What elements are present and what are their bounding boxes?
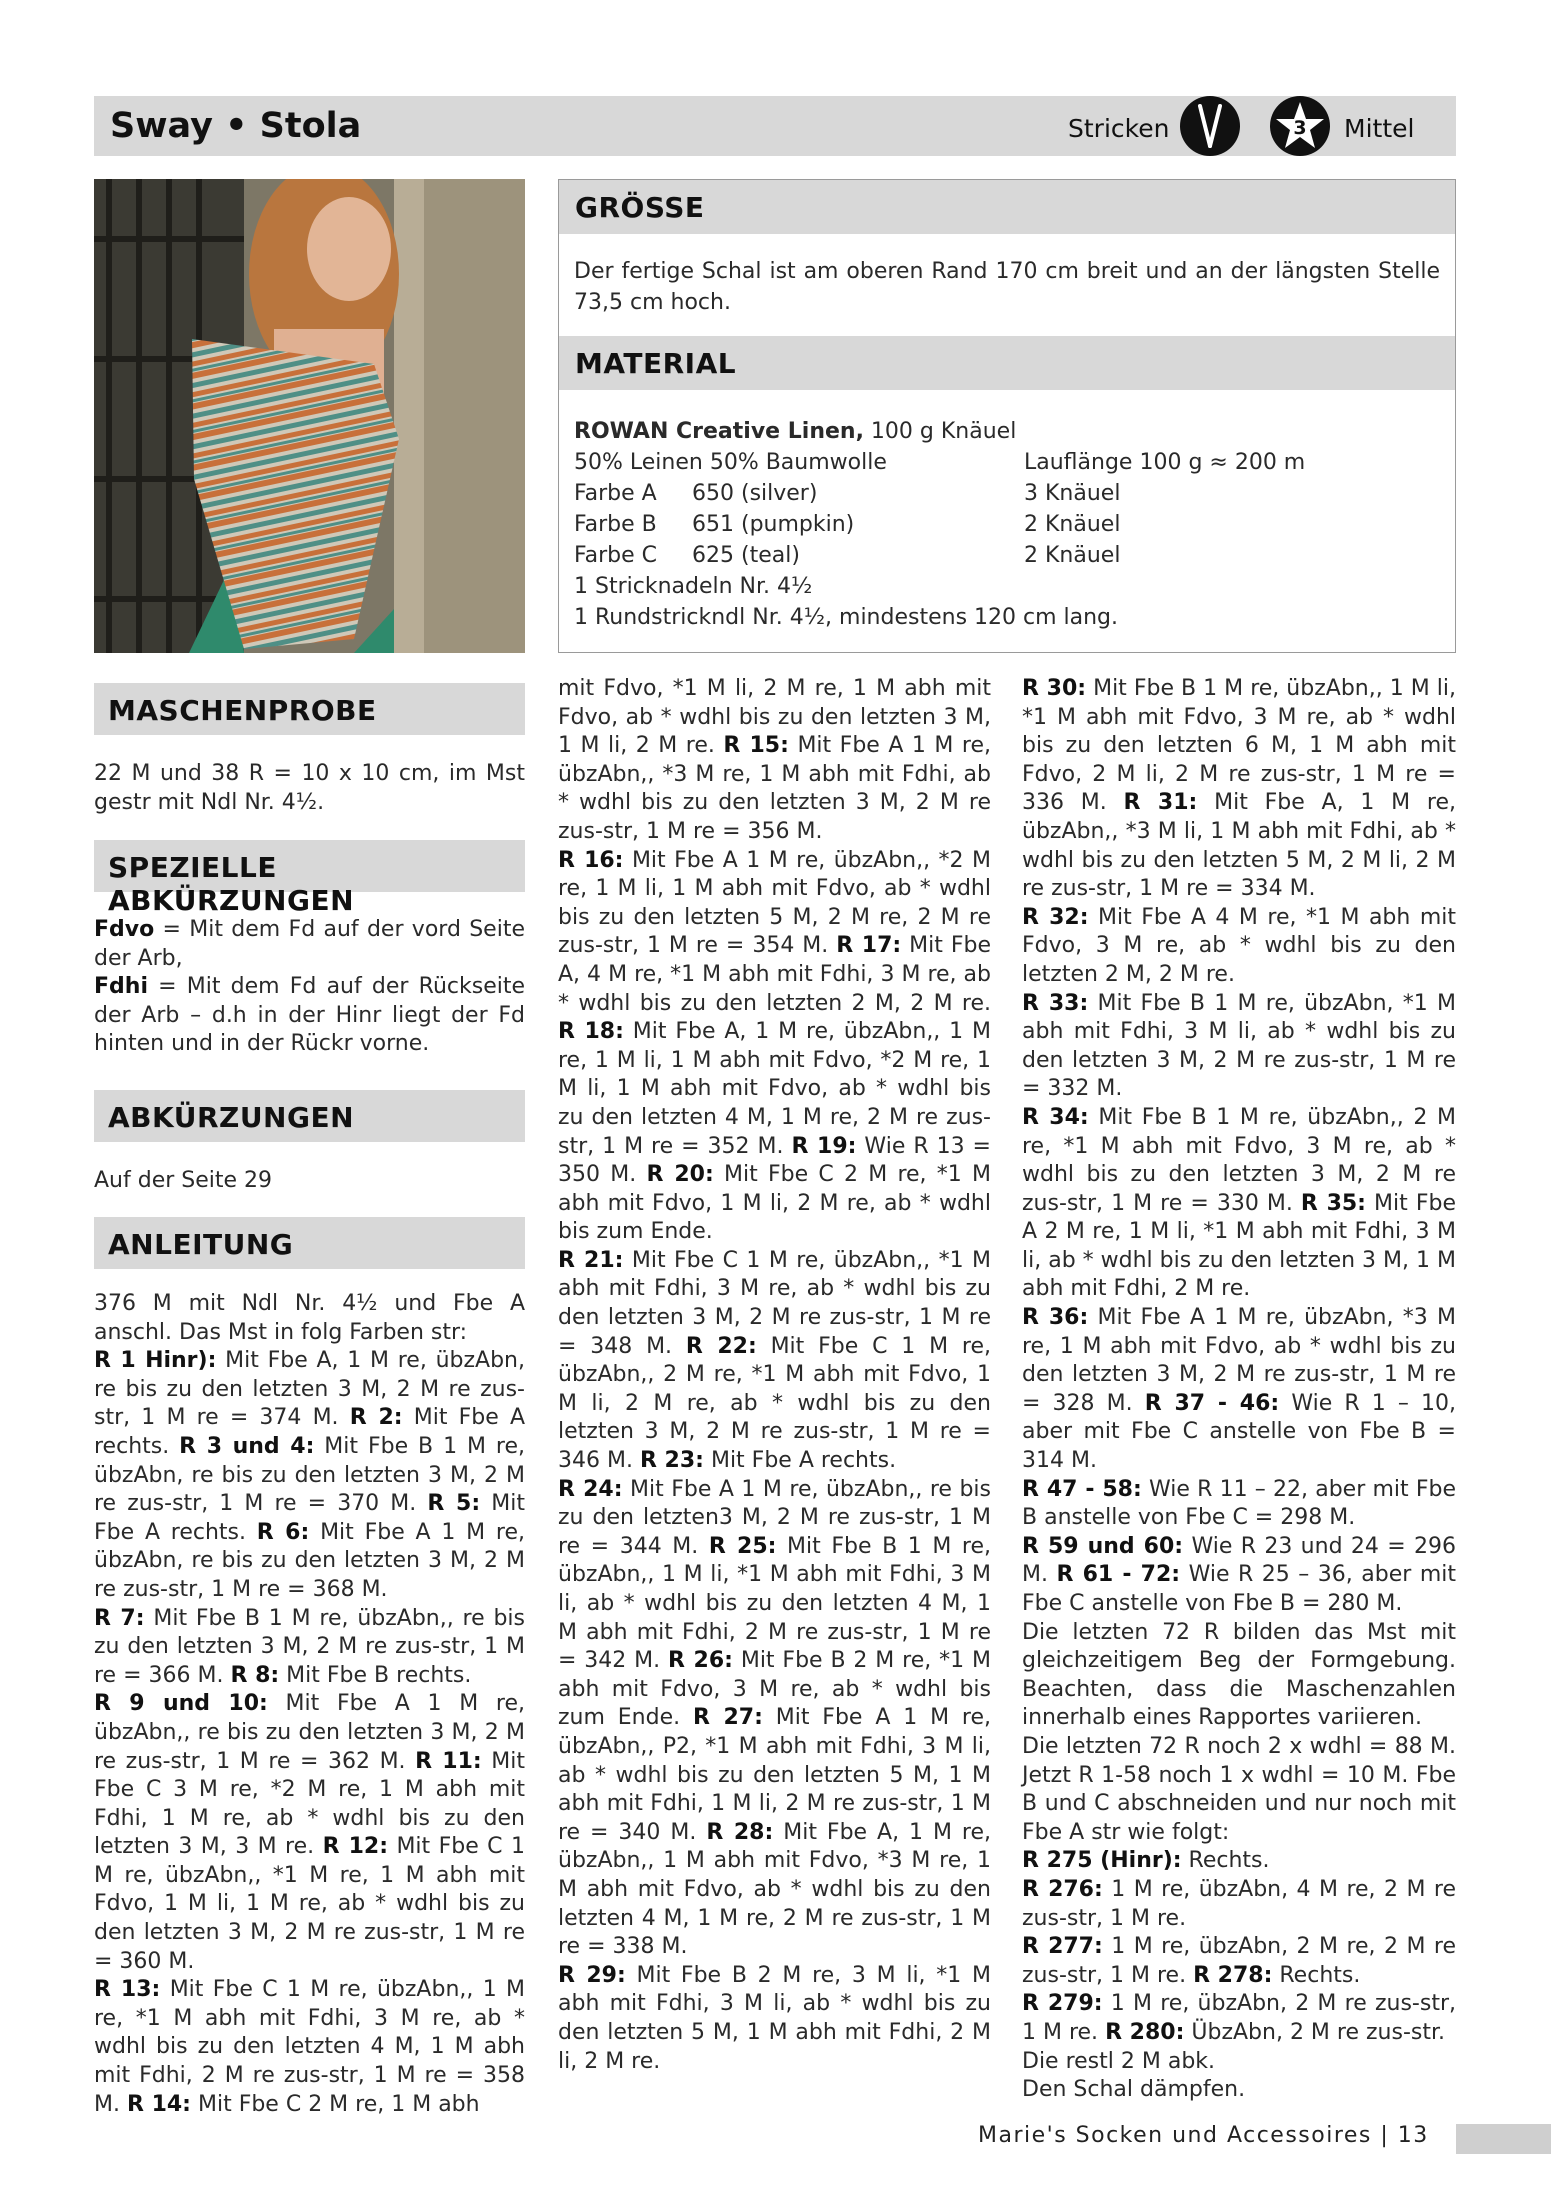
size-text: Der fertige Schal ist am oberen Rand 170 cm breit und an der längsten Stelle 73,5 cm hoch. bbox=[574, 259, 1440, 315]
instruction-text: 376 M mit Ndl Nr. 4½ und Fbe A anschl. Das Mst in folg Farben str: bbox=[94, 1291, 525, 1345]
row-label: R 61 - 72: bbox=[1056, 1562, 1181, 1588]
instruction-text: 1 M re, übzAbn, 2 M re zus-str, 1 M re. bbox=[1022, 1991, 1456, 2045]
row-label: R 6: bbox=[256, 1519, 310, 1545]
instruction-text: Wie R 13 = 350 M. bbox=[558, 1133, 991, 1188]
product-photo bbox=[94, 179, 525, 653]
gauge-heading-band bbox=[94, 683, 525, 735]
row-label: R 12: bbox=[322, 1834, 389, 1860]
instruction-paragraph bbox=[1022, 1847, 1456, 1876]
gauge-text-block bbox=[94, 760, 525, 817]
instruction-text: Mit Fbe A 2 M re, 1 M li, *1 M abh mit Fdhi, 3 M li, ab * wdhl bis zu den letzten 3 M, 1 M abh mit Fdhi, 2 M re. bbox=[1022, 1190, 1456, 1302]
row-label: R 279: bbox=[1022, 1991, 1103, 2017]
instruction-text: Mit Fbe A, 1 M re, übzAbn,, 1 M re, 1 M li, 1 M abh mit Fdvo, *2 M re, 1 M li, 1 M abh mit Fdvo, ab * wdhl bis zu den letzten 4 M, 1 M re, 2 M re zus-str, 1 M re = 352 M. bbox=[558, 1019, 991, 1159]
instruction-paragraph bbox=[94, 1690, 525, 1976]
fdhi-definition bbox=[94, 973, 525, 1059]
special-abbr-heading-band bbox=[94, 840, 525, 917]
needles-line: 1 Rundstrickndl Nr. 4½, mindestens 120 cm lang. bbox=[574, 605, 1119, 630]
instructions-heading-band bbox=[94, 1217, 525, 1269]
instruction-paragraph bbox=[1022, 1733, 1456, 1847]
instruction-paragraph bbox=[94, 1976, 525, 2119]
row-label: R 35: bbox=[1300, 1190, 1366, 1216]
abbr-heading-band bbox=[94, 1090, 525, 1142]
instruction-text: Mit Fbe B rechts. bbox=[279, 1662, 472, 1688]
color-code: 625 (teal) bbox=[692, 543, 800, 568]
gauge-heading: MASCHENPROBE bbox=[108, 694, 377, 727]
row-label: R 278: bbox=[1193, 1962, 1273, 1988]
instruction-text: Mit Fbe C 2 M re, *1 M abh mit Fdvo, 1 M li, 2 M re, ab * wdhl bis zum Ende. bbox=[558, 1162, 992, 1245]
instruction-paragraph bbox=[558, 675, 991, 847]
instruction-paragraph bbox=[1022, 1104, 1456, 1304]
instruction-text: Mit Fbe B 1 M re, übzAbn,, 1 M li, *1 M abh mit Fdvo, 3 M re, ab * wdhl bis zu den letzten 6 M, 1 M abh mit Fdvo, 2 M li, 2 M re zus-str, 1 M re = 336 M. bbox=[1022, 676, 1456, 816]
gauge-text: 22 M und 38 R = 10 x 10 cm, im Mst gestr mit Ndl Nr. 4½. bbox=[94, 761, 525, 815]
instructions-column-3 bbox=[1022, 675, 1456, 2105]
instruction-text: Mit Fbe A 1 M re, übzAbn,, re bis zu den letzten3 M, 2 M re zus-str, 1 M re = 344 M. bbox=[558, 1476, 991, 1559]
instruction-text: Mit Fbe A 1 M re, übzAbn, *3 M re, 1 M abh mit Fdvo, ab * wdhl bis zu den letzten 3 M, 2 M re zus-str, 1 M re = 328 M. bbox=[1022, 1305, 1456, 1416]
instruction-text: Mit Fbe A, 1 M re, übzAbn,, *3 M li, 1 M abh mit Fdhi, ab * wdhl bis zu den letzten 5 M, 2 M li, 2 M re zus-str, 1 M re = 334 M. bbox=[1022, 790, 1457, 902]
instruction-paragraph bbox=[1022, 990, 1456, 1104]
row-label: R 275 (Hinr): bbox=[1022, 1848, 1182, 1874]
row-label: R 28: bbox=[706, 1819, 774, 1845]
row-label: R 34: bbox=[1022, 1104, 1089, 1130]
row-label: R 21: bbox=[558, 1247, 624, 1273]
color-qty: 2 Knäuel bbox=[1024, 512, 1121, 537]
instruction-text: 1 M re, übzAbn, 4 M re, 2 M re zus-str, 1 M re. bbox=[1022, 1876, 1456, 1931]
row-label: R 15: bbox=[723, 733, 789, 759]
instruction-text: Die restl 2 M abk. bbox=[1022, 2048, 1216, 2074]
instruction-text: Mit Fbe B 1 M re, übzAbn,, 1 M li, *1 M abh mit Fdhi, 3 M li, ab * wdhl bis zu den letzten 4 M, 1 M abh mit Fdhi, 2 M re zus-str, 1 M re = 342 M. bbox=[558, 1533, 992, 1674]
row-label: R 29: bbox=[558, 1962, 626, 1988]
difficulty-star-icon bbox=[1270, 96, 1330, 156]
fdvo-def: = Mit dem Fd auf der vord Seite der Arb, bbox=[94, 917, 525, 971]
knitting-needles-icon bbox=[1180, 96, 1240, 156]
fdhi-def: = Mit dem Fd auf der Rückseite der Arb – d.h in der Hinr liegt der Fd hinten und in der Rückr vorne. bbox=[94, 974, 525, 1057]
instruction-paragraph bbox=[1022, 1304, 1456, 1476]
color-row bbox=[574, 540, 1444, 571]
row-label: R 16: bbox=[558, 847, 624, 873]
row-label: R 9 und 10: bbox=[94, 1691, 268, 1717]
instructions-heading: ANLEITUNG bbox=[108, 1228, 294, 1261]
row-label: R 18: bbox=[558, 1019, 624, 1045]
instruction-text: Mit Fbe B 2 M re, 3 M li, *1 M abh mit Fdhi, 3 M li, ab * wdhl bis zu den letzten 5 M, 1 M abh mit Fdhi, 2 M li, 2 M re. bbox=[558, 1962, 991, 2074]
instruction-text: Mit Fbe A 1 M re, übzAbn,, *2 M re, 1 M li, 1 M abh mit Fdvo, ab * wdhl bis zu den letzten 5 M, 2 M re, 2 M re zus-str, 1 M re = 354 M. bbox=[558, 847, 991, 959]
fdhi-term: Fdhi bbox=[94, 974, 148, 1000]
instruction-text: Mit Fbe A 1 M re, übzAbn,, P2, *1 M abh mit Fdhi, 3 M li, ab * wdhl bis zu den letzten 5 M, 1 M abh mit Fdhi, 1 M li, 2 M re zus-str, 1 M re = 340 M. bbox=[558, 1705, 992, 1845]
instruction-text: Mit Fbe A rechts. bbox=[703, 1448, 897, 1474]
row-label: R 5: bbox=[427, 1491, 481, 1517]
instruction-paragraph bbox=[558, 1962, 991, 2076]
abbr-heading: ABKÜRZUNGEN bbox=[108, 1101, 355, 1134]
abbr-text-block bbox=[94, 1167, 525, 1196]
yarn-line bbox=[574, 416, 1444, 447]
row-label: R 30: bbox=[1022, 676, 1087, 701]
row-label: R 47 - 58: bbox=[1022, 1476, 1142, 1502]
instruction-text: Die letzten 72 R noch 2 x wdhl = 88 M. Jetzt R 1-58 noch 1 x wdhl = 10 M. Fbe B und C abschneiden und nur noch mit Fbe A str wie folgt: bbox=[1022, 1733, 1456, 1845]
color-row bbox=[574, 509, 1444, 540]
special-abbr-heading: SPEZIELLE ABKÜRZUNGEN bbox=[108, 851, 355, 917]
color-label: Farbe B bbox=[574, 512, 657, 537]
instruction-text: Mit Fbe C 3 M re, *2 M re, 1 M abh mit Fdhi, 1 M re, ab * wdhl bis zu den letzten 3 M, 3 M re. bbox=[94, 1748, 525, 1860]
instruction-paragraph bbox=[1022, 1619, 1456, 1733]
yarn-name: ROWAN Creative Linen, bbox=[574, 419, 864, 444]
row-label: R 25: bbox=[708, 1533, 777, 1559]
instruction-paragraph bbox=[558, 1476, 991, 1962]
page-header bbox=[94, 96, 1456, 156]
size-material-box bbox=[558, 179, 1456, 653]
footer-text: Marie's Socken und Accessoires | 13 bbox=[978, 2123, 1429, 2148]
instruction-text: Wie R 25 – 36, aber mit Fbe C anstelle von Fbe B = 280 M. bbox=[1022, 1562, 1456, 1616]
instruction-paragraph bbox=[558, 847, 991, 1247]
instruction-text: Mit Fbe B 2 M re, *1 M abh mit Fdvo, 3 M re, ab * wdhl bis zum Ende. bbox=[558, 1648, 991, 1731]
difficulty-label: Mittel bbox=[1344, 114, 1415, 143]
color-qty: 2 Knäuel bbox=[1024, 543, 1121, 568]
instruction-text: Mit Fbe A, 4 M re, *1 M abh mit Fdhi, 3 M re, ab * wdhl bis zu den letzten 2 M, 2 M re. bbox=[558, 933, 991, 1016]
instruction-paragraph bbox=[94, 1290, 525, 1347]
instruction-text: Mit Fbe A rechts. bbox=[94, 1491, 525, 1545]
row-label: R 33: bbox=[1022, 990, 1089, 1016]
instruction-paragraph bbox=[1022, 2076, 1456, 2105]
instruction-text: Wie R 23 und 24 = 296 M. bbox=[1022, 1533, 1456, 1588]
row-label: R 19: bbox=[791, 1133, 857, 1159]
row-label: R 11: bbox=[415, 1748, 482, 1774]
material-heading: MATERIAL bbox=[575, 347, 737, 380]
row-label: R 7: bbox=[94, 1605, 145, 1631]
instructions-column-1 bbox=[94, 1290, 525, 2119]
color-code: 650 (silver) bbox=[692, 481, 818, 506]
size-heading-band bbox=[559, 180, 1455, 234]
instruction-text: 1 M re, übzAbn, 2 M re, 2 M re zus-str, 1 M re. bbox=[1022, 1934, 1456, 1988]
row-label: R 26: bbox=[668, 1648, 733, 1674]
color-row bbox=[574, 478, 1444, 509]
fdvo-definition bbox=[94, 916, 525, 973]
yarn-suffix: 100 g Knäuel bbox=[863, 419, 1017, 444]
instructions-column-2 bbox=[558, 675, 991, 2076]
composition-line bbox=[574, 447, 1444, 478]
size-heading: GRÖSSE bbox=[575, 191, 705, 224]
row-label: R 27: bbox=[692, 1705, 763, 1731]
craft-label: Stricken bbox=[1068, 114, 1170, 143]
instruction-text: Mit Fbe B 1 M re, übzAbn, re bis zu den letzten 3 M, 2 M re zus-str, 1 M re = 370 M. bbox=[94, 1433, 525, 1517]
instruction-text: Mit Fbe C 2 M re, 1 M abh bbox=[190, 2091, 480, 2117]
instruction-text: Mit Fbe A 1 M re, übzAbn,, *3 M re, 1 M abh mit Fdhi, ab * wdhl bis zu den letzten 3 M, 2 M re zus-str, 1 M re = 356 M. bbox=[558, 733, 992, 844]
instruction-text: Mit Fbe B 1 M re, übzAbn,, re bis zu den letzten 3 M, 2 M re zus-str, 1 M re = 366 M. bbox=[94, 1605, 525, 1688]
row-label: R 37 - 46: bbox=[1144, 1390, 1280, 1416]
row-label: R 14: bbox=[126, 2091, 191, 2117]
page-title: Sway • Stola bbox=[110, 106, 362, 146]
color-code: 651 (pumpkin) bbox=[692, 512, 855, 537]
row-label: R 24: bbox=[558, 1476, 623, 1502]
instruction-text: Mit Fbe A, 1 M re, übzAbn,, 1 M abh mit Fdvo, *3 M re, 1 M abh mit Fdvo, ab * wdhl bis zu den letzten 4 M, 1 M re, 2 M re zus-str, 1 M re = 338 M. bbox=[558, 1819, 992, 1960]
row-label: R 8: bbox=[230, 1662, 280, 1688]
instruction-text: ÜbzAbn, 2 M re zus-str. bbox=[1184, 2019, 1445, 2045]
material-list bbox=[574, 416, 1444, 633]
instruction-text: Rechts. bbox=[1272, 1962, 1361, 1988]
instruction-text: Mit Fbe B 1 M re, übzAbn, *1 M abh mit Fdhi, 3 M li, ab * wdhl bis zu den letzten 3 M, 2 M re zus-str, 1 M re = 332 M. bbox=[1022, 990, 1457, 1102]
material-heading-band bbox=[559, 336, 1455, 390]
abbr-text: Auf der Seite 29 bbox=[94, 1168, 273, 1193]
instruction-text: Wie R 1 – 10, aber mit Fbe C anstelle von Fbe B = 314 M. bbox=[1022, 1390, 1456, 1474]
instruction-text: Rechts. bbox=[1181, 1848, 1270, 1874]
row-label: R 3 und 4: bbox=[179, 1433, 315, 1459]
composition: 50% Leinen 50% Baumwolle bbox=[574, 450, 887, 475]
instruction-paragraph bbox=[1022, 2048, 1456, 2077]
row-label: R 280: bbox=[1105, 2019, 1185, 2045]
instruction-text: Mit Fbe A 4 M re, *1 M abh mit Fdvo, 3 M re, ab * wdhl bis zu den letzten 2 M, 2 M re. bbox=[1022, 904, 1456, 987]
instruction-text: Den Schal dämpfen. bbox=[1022, 2077, 1246, 2103]
instruction-paragraph bbox=[1022, 1990, 1456, 2047]
instruction-paragraph bbox=[94, 1605, 525, 1691]
row-label: R 277: bbox=[1022, 1934, 1103, 1960]
footer-bar bbox=[1456, 2124, 1551, 2154]
row-label: R 36: bbox=[1022, 1305, 1089, 1331]
color-label: Farbe C bbox=[574, 543, 658, 568]
row-label: R 13: bbox=[94, 1977, 161, 2003]
instruction-paragraph bbox=[1022, 1533, 1456, 1619]
instruction-text: Die letzten 72 R bilden das Mst mit gleichzeitigem Beg der Formgebung. Beachten, dass die Maschenzahlen innerhalb eines Rapportes variieren. bbox=[1022, 1619, 1456, 1731]
run-length: Lauflänge 100 g ≈ 200 m bbox=[1024, 450, 1306, 475]
fdvo-term: Fdvo bbox=[94, 917, 155, 942]
row-label: R 23: bbox=[639, 1448, 704, 1474]
instruction-paragraph bbox=[1022, 675, 1456, 904]
instruction-paragraph bbox=[1022, 904, 1456, 990]
instruction-text: Mit Fbe B 1 M re, übzAbn,, 2 M re, *1 M abh mit Fdvo, 3 M re, ab * wdhl bis zu den letzten 3 M, 2 M re zus-str, 1 M re = 330 M. bbox=[1022, 1104, 1457, 1216]
instruction-text: Mit Fbe C 1 M re, übzAbn,, *1 M abh mit Fdhi, 3 M re, ab * wdhl bis zu den letzten 3 M, 2 M re zus-str, 1 M re = 348 M. bbox=[558, 1247, 991, 1359]
color-qty: 3 Knäuel bbox=[1024, 481, 1121, 506]
difficulty-number: 3 bbox=[1293, 117, 1307, 139]
instruction-text: Mit Fbe A rechts. bbox=[94, 1405, 525, 1459]
row-label: R 2: bbox=[349, 1405, 403, 1431]
row-label: R 31: bbox=[1123, 790, 1198, 816]
row-label: R 59 und 60: bbox=[1022, 1533, 1184, 1559]
instruction-paragraph bbox=[558, 1247, 991, 1476]
instruction-text: mit Fdvo, *1 M li, 2 M re, 1 M abh mit Fdvo, ab * wdhl bis zu den letzten 3 M, 1 M li, 2 M re. bbox=[558, 676, 991, 759]
color-label: Farbe A bbox=[574, 481, 657, 506]
instruction-paragraph bbox=[94, 1347, 525, 1604]
instruction-text: Wie R 11 – 22, aber mit Fbe B anstelle von Fbe C = 298 M. bbox=[1022, 1476, 1457, 1531]
special-abbr-text bbox=[94, 916, 525, 1059]
instruction-paragraph bbox=[1022, 1476, 1456, 1533]
instruction-paragraph bbox=[1022, 1876, 1456, 1933]
row-label: R 1 Hinr): bbox=[94, 1348, 217, 1374]
instruction-text: Mit Fbe A 1 M re, übzAbn, re bis zu den letzten 3 M, 2 M re zus-str, 1 M re = 368 M. bbox=[94, 1519, 525, 1602]
row-label: R 20: bbox=[646, 1162, 714, 1188]
row-label: R 276: bbox=[1022, 1876, 1103, 1902]
instruction-paragraph bbox=[1022, 1933, 1456, 1990]
instruction-text: Mit Fbe C 1 M re, übzAbn,, *1 M re, 1 M abh mit Fdvo, 1 M li, 1 M re, ab * wdhl bis zu den letzten 3 M, 2 M re zus-str, 1 M re = 360 M. bbox=[94, 1834, 525, 1974]
instruction-text: Mit Fbe A, 1 M re, übzAbn, re bis zu den letzten 3 M, 2 M re zus-str, 1 M re = 374 M. bbox=[94, 1348, 525, 1431]
row-label: R 22: bbox=[685, 1333, 757, 1359]
needles-line: 1 Stricknadeln Nr. 4½ bbox=[574, 574, 813, 599]
row-label: R 17: bbox=[836, 933, 902, 959]
instruction-text: Mit Fbe C 1 M re, übzAbn,, 2 M re, *1 M abh mit Fdvo, 1 M li, 2 M re, ab * wdhl bis zu den letzten 3 M, 2 M re zus-str, 1 M re = 346 M. bbox=[558, 1333, 992, 1474]
instruction-text: Mit Fbe A 1 M re, übzAbn,, re bis zu den letzten 3 M, 2 M re zus-str, 1 M re = 362 M. bbox=[94, 1691, 525, 1774]
instruction-text: Mit Fbe C 1 M re, übzAbn,, 1 M re, *1 M abh mit Fdhi, 3 M re, ab * wdhl bis zu den letzten 4 M, 1 M abh mit Fdhi, 2 M re zus-str, 1 M re = 358 M. bbox=[94, 1977, 526, 2117]
row-label: R 32: bbox=[1022, 904, 1089, 930]
